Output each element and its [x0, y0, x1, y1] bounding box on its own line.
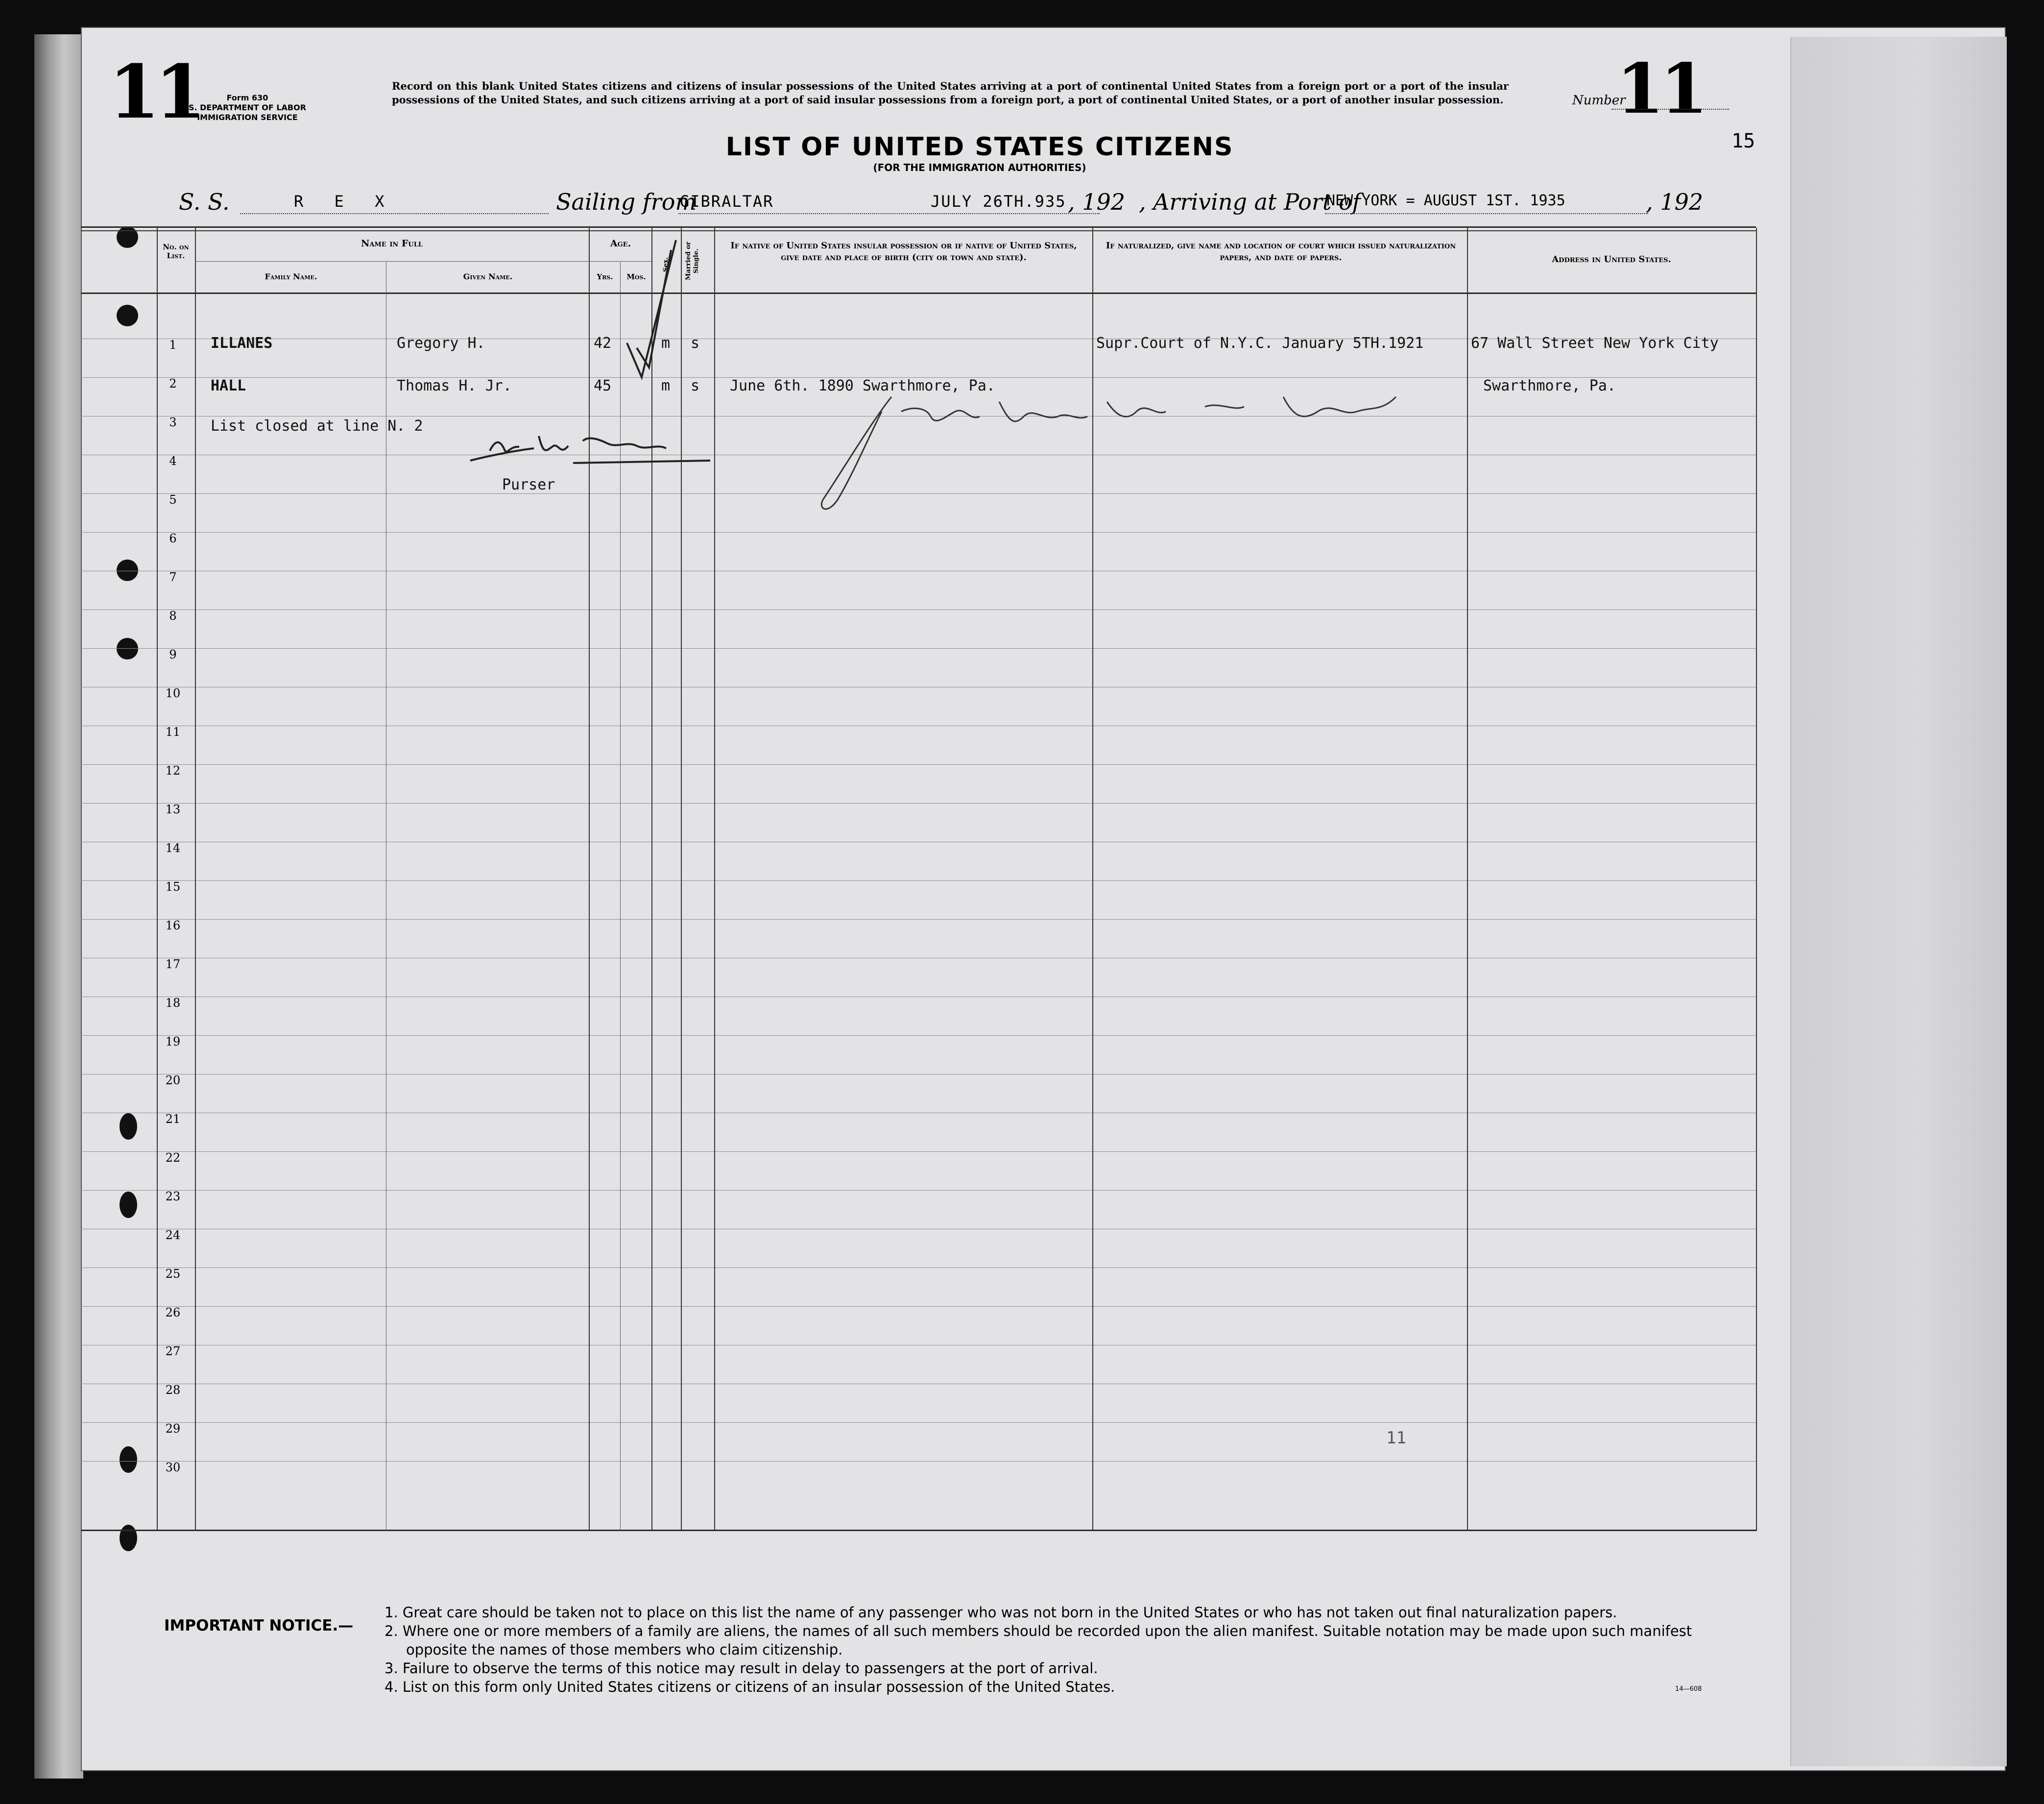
col-divider: [1467, 228, 1468, 1531]
line-number: 24: [165, 1228, 181, 1242]
line-number: 2: [169, 377, 177, 390]
row-rule: [81, 1190, 1756, 1191]
row2-marital: s: [691, 377, 700, 394]
row1-age-yrs: 42: [594, 335, 612, 352]
notice-item: 3. Failure to observe the terms of this notice may result in delay to passengers at the port of arrival.: [385, 1660, 1098, 1677]
line-number: 13: [165, 803, 181, 816]
row2-given-name: Thomas H. Jr.: [397, 377, 512, 394]
line-number: 25: [165, 1267, 181, 1281]
arriving-label: , Arriving at Port of: [1139, 189, 1361, 215]
line-number: 9: [169, 648, 177, 661]
header-native-birth: If native of United States insular possession or if native of United States, give date and place of birth (city or town and state).: [730, 241, 1077, 263]
col-divider: [195, 228, 196, 1531]
sailing-from-label: Sailing from: [556, 189, 697, 215]
page-title: LIST OF UNITED STATES CITIZENS: [725, 132, 1234, 162]
form-number: Form 630: [226, 93, 268, 102]
form-info: [167, 93, 328, 122]
name-subheader-line: [195, 261, 589, 262]
line-number: 3: [169, 415, 177, 429]
table-top-border: [81, 226, 1756, 228]
row1-marital: s: [691, 335, 700, 352]
checkmark-icon: [622, 235, 681, 382]
margin-number: 11: [1386, 1428, 1406, 1448]
header-name-in-full: Name in Full: [361, 238, 423, 249]
row2-family-name: HALL: [211, 377, 246, 394]
header-given-name: Given Name.: [463, 272, 513, 281]
header-family-name: Family Name.: [265, 272, 317, 281]
line-number: 14: [165, 841, 181, 855]
row-rule: [81, 648, 1756, 649]
header-age-yrs: Yrs.: [597, 272, 613, 281]
sheet-number-left: 11: [109, 49, 201, 135]
line-number: 28: [165, 1383, 181, 1397]
department-name: S. DEPARTMENT OF LABOR: [188, 103, 307, 112]
arriving-port: NEW YORK = AUGUST 1ST. 1935: [1326, 192, 1565, 209]
page-edge: [1790, 37, 2007, 1766]
line-number: 5: [169, 493, 177, 507]
notice-item: 2. Where one or more members of a family are aliens, the names of all such members should be recorded upon the alien manifest. Suitable notation may be made upon such manifest opposite the names of those members who claim citizenship.: [385, 1623, 1692, 1658]
row1-family-name: ILLANES: [211, 335, 273, 352]
punch-hole: [120, 1446, 137, 1473]
page-subtitle: (FOR THE IMMIGRATION AUTHORITIES): [873, 162, 1086, 173]
punch-hole: [117, 305, 138, 326]
punch-hole: [117, 638, 138, 659]
row-rule: [81, 1422, 1756, 1423]
notice-label: IMPORTANT NOTICE.—: [164, 1617, 354, 1634]
line-number: 21: [165, 1112, 181, 1126]
header-age-mos: Mos.: [626, 272, 646, 281]
ship-name: R E X: [294, 192, 395, 211]
purser-signature-icon: [460, 421, 754, 475]
sailing-date: JULY 26TH.935: [931, 192, 1066, 211]
number-label: Number: [1572, 93, 1626, 108]
row2-age-yrs: 45: [594, 377, 612, 394]
row1-address: 67 Wall Street New York City: [1471, 335, 1719, 352]
line-number: 29: [165, 1422, 181, 1436]
number-underline: [1611, 109, 1729, 110]
year-suffix-1: , 192: [1068, 189, 1126, 215]
line-number: 1: [169, 338, 177, 352]
number-value: 11: [1616, 49, 1704, 129]
row-rule: [81, 1035, 1756, 1036]
line-number: 16: [165, 919, 181, 932]
notice-item: 1. Great care should be taken not to place on this list the name of any passenger who was not born in the United States or who has not taken out final naturalization papers.: [385, 1604, 1617, 1621]
row-rule: [81, 803, 1756, 804]
header-sex: Sex.: [662, 257, 670, 272]
row-rule: [81, 919, 1756, 920]
notice-item: 4. List on this form only United States citizens or citizens of an insular possession of the United States.: [385, 1679, 1115, 1695]
row2-birth: June 6th. 1890 Swarthmore, Pa.: [730, 377, 995, 394]
list-closed-note: List closed at line N. 2: [211, 417, 423, 435]
line-number: 6: [169, 532, 177, 545]
line-number: 27: [165, 1344, 181, 1358]
line-number: 10: [165, 686, 181, 700]
row-rule: [81, 880, 1756, 881]
ss-label: S. S.: [179, 189, 230, 215]
row1-sex: m: [661, 335, 671, 352]
notice-list: [365, 1603, 1751, 1696]
line-number: 17: [165, 957, 181, 971]
line-number: 22: [165, 1151, 181, 1165]
row-rule: [81, 1151, 1756, 1152]
line-number: 26: [165, 1306, 181, 1319]
header-bottom-border: [81, 293, 1756, 294]
line-number: 23: [165, 1190, 181, 1203]
line-number: 8: [169, 609, 177, 623]
line-number: 11: [165, 725, 181, 739]
row-rule: [81, 1461, 1756, 1462]
table-bottom-border: [81, 1530, 1756, 1531]
header-address: Address in United States.: [1552, 254, 1671, 265]
row2-sex: m: [661, 377, 671, 394]
punch-hole: [117, 560, 138, 581]
line-number: 4: [169, 454, 177, 468]
punch-hole: [117, 226, 138, 248]
row1-given-name: Gregory H.: [397, 335, 485, 352]
arriving-underline: [1325, 213, 1648, 214]
col-divider: [1756, 228, 1757, 1531]
header-no-on-list: No. on List.: [163, 243, 189, 260]
header-age: Age.: [610, 238, 631, 249]
ship-underline: [240, 213, 549, 214]
header-married-single: Married or Single.: [685, 242, 700, 280]
punch-hole: [120, 1192, 137, 1218]
header-naturalization: If naturalized, give name and location of court which issued naturalization papers, and date of papers.: [1106, 241, 1456, 263]
row-rule: [81, 532, 1756, 533]
line-number: 7: [169, 570, 177, 584]
form-code: 14—608: [1675, 1685, 1702, 1693]
service-name: IMMIGRATION SERVICE: [197, 113, 298, 122]
row-rule: [81, 1306, 1756, 1307]
line-number: 30: [165, 1461, 181, 1474]
row2-address: Swarthmore, Pa.: [1483, 377, 1616, 394]
punch-hole: [120, 1113, 137, 1140]
manifest-page: [81, 27, 2006, 1771]
page-number: 15: [1731, 130, 1755, 152]
table-top-inner: [81, 230, 1756, 231]
punch-hole: [120, 1525, 137, 1551]
row-rule: [81, 609, 1756, 610]
line-number: 18: [165, 996, 181, 1010]
line-number: 15: [165, 880, 181, 894]
sailing-underline: [678, 213, 1100, 214]
line-number: 12: [165, 764, 181, 778]
year-suffix-2: , 192: [1646, 189, 1704, 215]
row1-naturalization: Supr.Court of N.Y.C. January 5TH.1921: [1096, 335, 1424, 352]
binder-strip: [34, 34, 83, 1779]
line-number: 20: [165, 1073, 181, 1087]
line-number: 19: [165, 1035, 181, 1048]
row-rule: [81, 764, 1756, 765]
purser-label: Purser: [502, 476, 555, 493]
inspector-signature-icon: [813, 382, 1450, 519]
record-instructions: Record on this blank United States citizens and citizens of insular possessions of the United States arriving at a port of continental United States from a foreign port or a port of the insular possessions of the United States, and such citizens arriving at a port of said insular possessions from a foreign port, a port of continental United States, or a port of another insular possession.: [392, 80, 1509, 106]
sailing-from-port: GIBRALTAR: [680, 192, 774, 211]
